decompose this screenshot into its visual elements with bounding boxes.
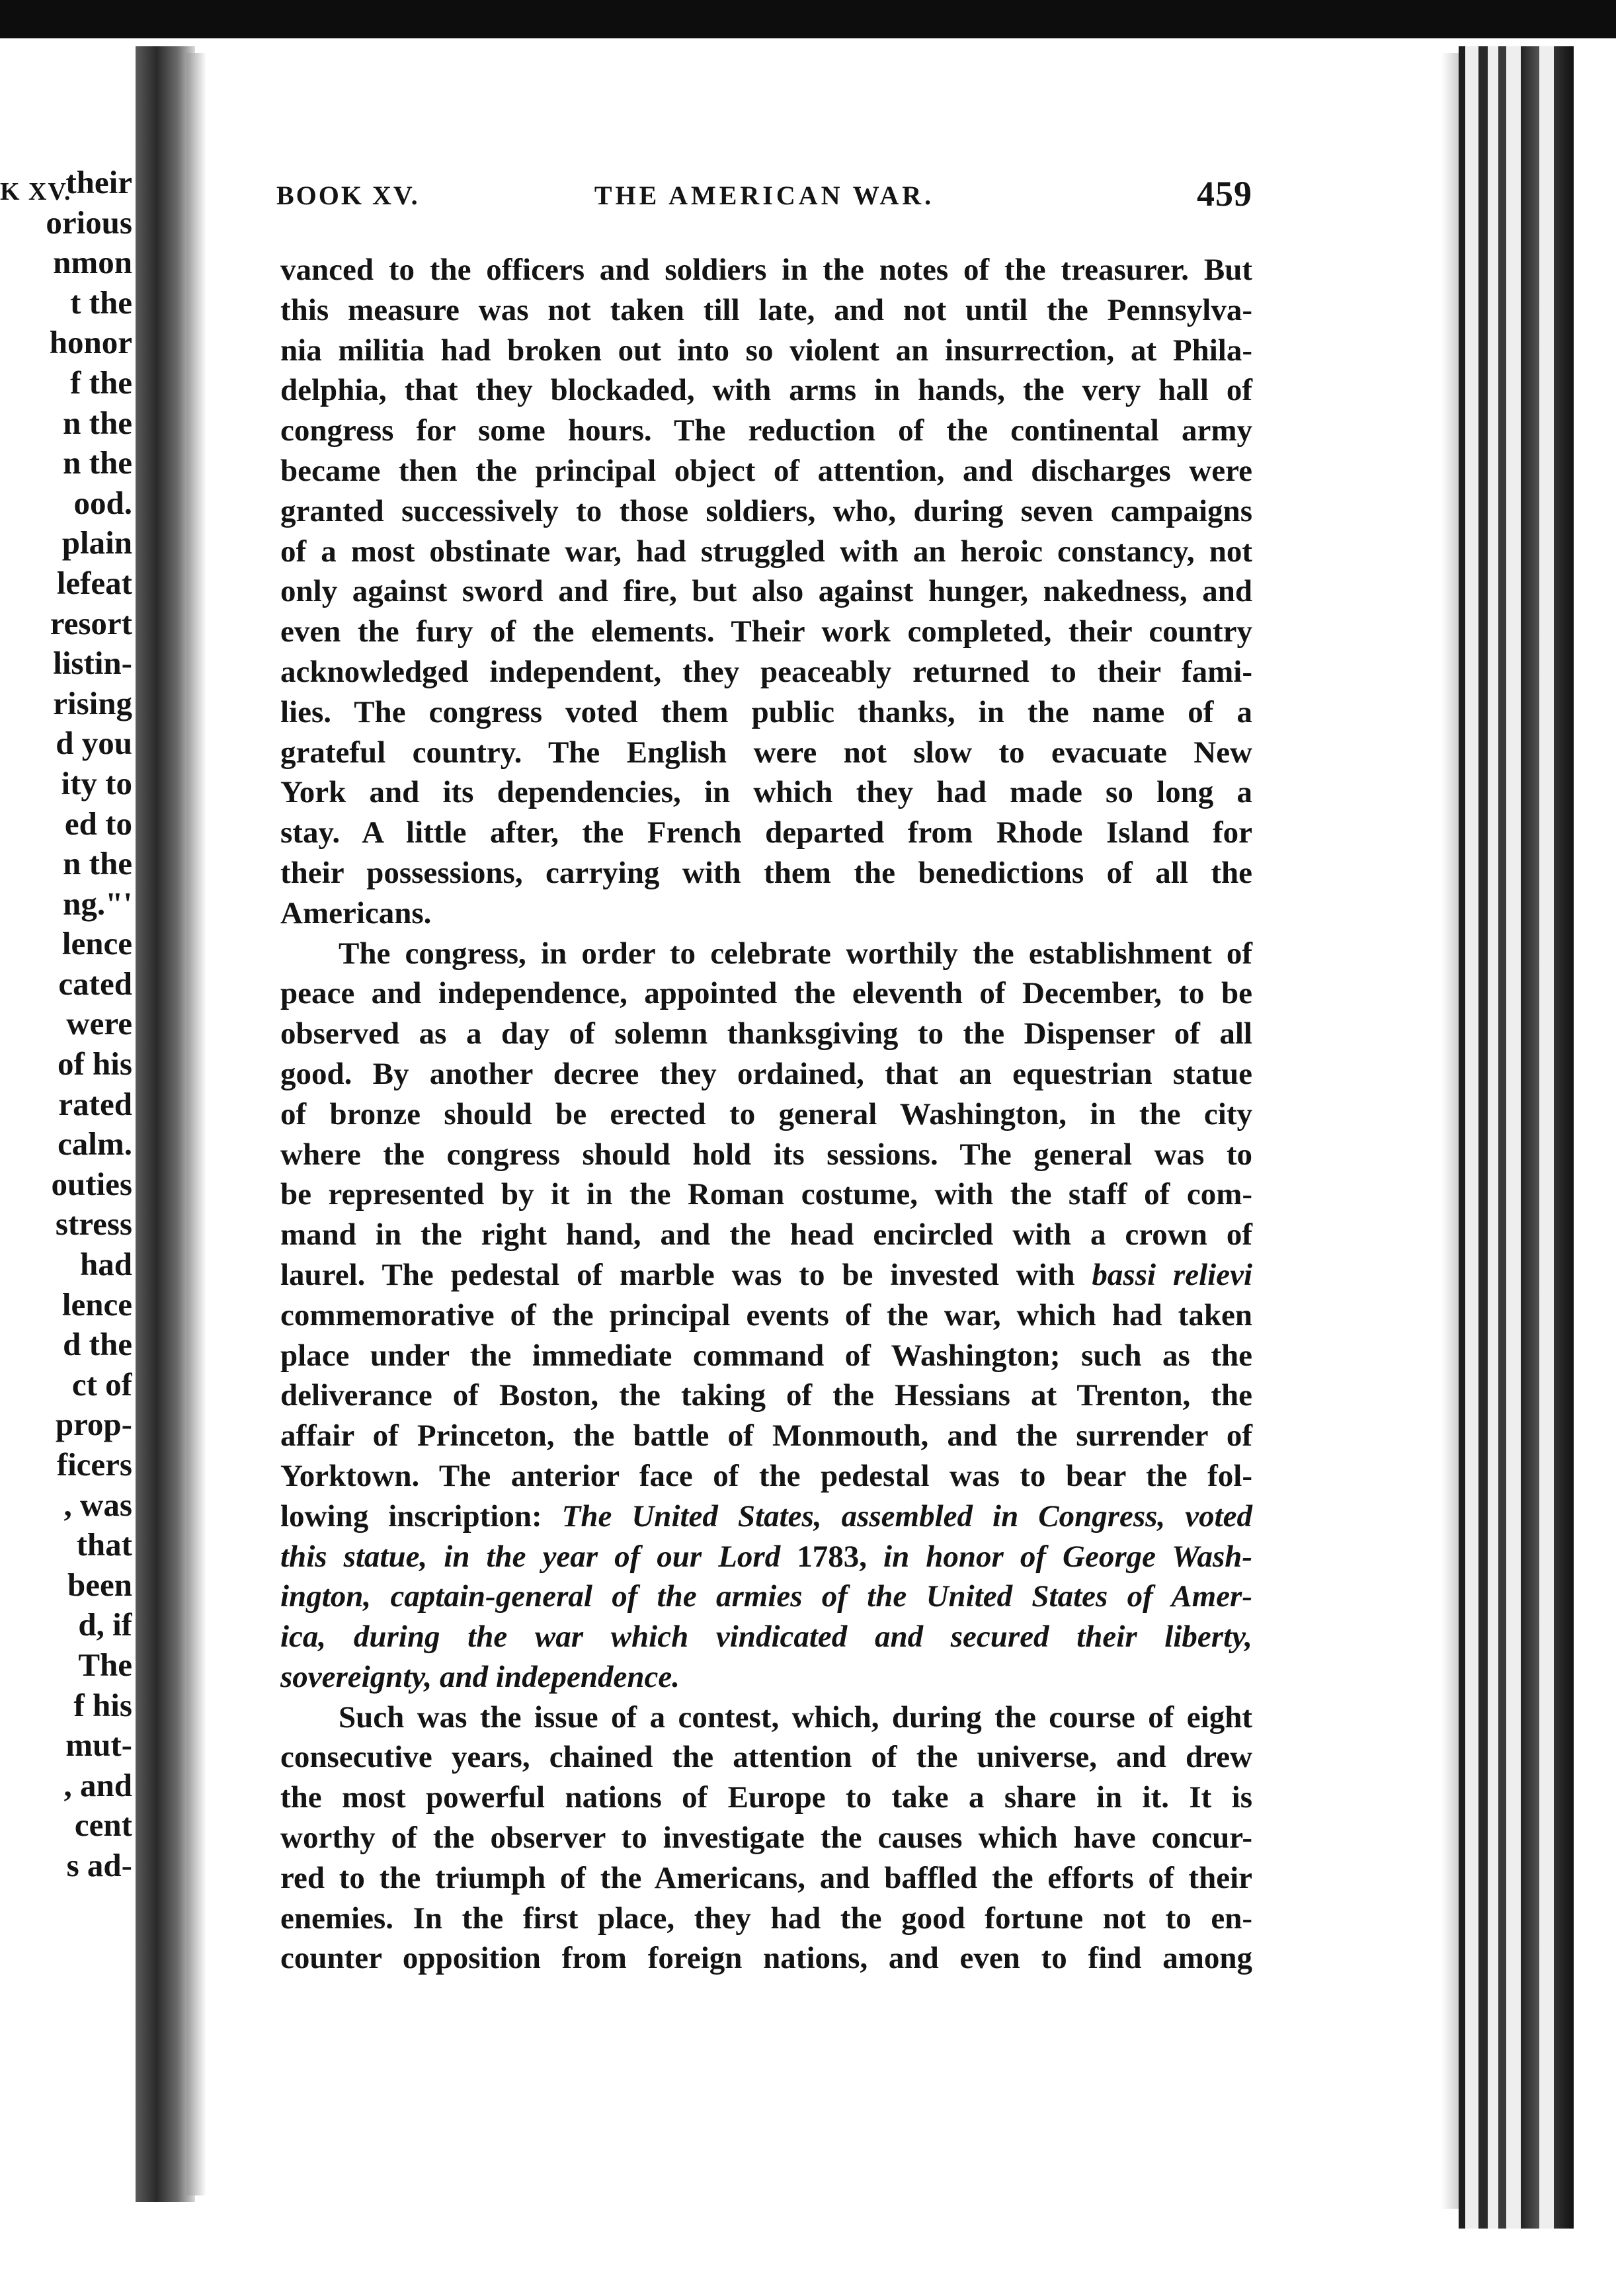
facing-page-fragment: cated [58, 965, 132, 1002]
facing-page-fragment: ood. [73, 484, 132, 521]
facing-page-fragment: orious [46, 204, 132, 241]
facing-page-fragment: calm. [58, 1126, 132, 1163]
text-line: congress for some hours. The reduction of the continental army [280, 413, 1252, 448]
facing-page-fragment: of his [57, 1046, 132, 1083]
italic-segment: The United States, assembled in Congress, voted [561, 1498, 1253, 1534]
facing-page-fragment: f his [73, 1686, 132, 1723]
text-segment: 1783, [797, 1539, 868, 1574]
body-text [280, 250, 1252, 1979]
text-line [280, 1537, 1252, 1577]
facing-page-fragment: The [78, 1646, 132, 1683]
text-line: consecutive years, chained the attention of the universe, and drew [280, 1740, 1252, 1775]
facing-page-fragment: outies [51, 1165, 132, 1202]
facing-page-fragment: d, if [78, 1606, 132, 1643]
facing-page-fragment: that [76, 1526, 132, 1563]
facing-page-fragment: n the [63, 404, 132, 441]
text-line: red to the triumph of the Americans, and baffled the efforts of their [280, 1860, 1252, 1895]
text-line: the most powerful nations of Europe to take a share in it. It is [280, 1780, 1252, 1815]
text-line: their possessions, carrying with them the benedictions of all the [280, 855, 1252, 890]
page-edge-gap [1539, 46, 1554, 2229]
italic-segment: ica, [280, 1620, 327, 1655]
facing-page-fragment: d you [56, 725, 132, 762]
text-segment: lowing inscription: [280, 1498, 542, 1534]
text-line: vanced to the officers and soldiers in the notes of the treasurer. But [280, 253, 1252, 287]
text-line: Yorktown. The anterior face of the pedestal was to bear the fol- [280, 1458, 1252, 1493]
italic-segment: during the war which vindicated and secured their liberty, [353, 1620, 1252, 1655]
text-line: grateful country. The English were not slow to evacuate New [280, 735, 1252, 770]
facing-page-header: K XV. [0, 178, 72, 206]
text-line: be represented by it in the Roman costume, with the staff of com- [280, 1177, 1252, 1212]
text-line: York and its dependencies, in which they had made so long a [280, 775, 1252, 810]
facing-page-fragment: lence [61, 925, 132, 962]
italic-segment: ington, [280, 1579, 372, 1614]
text-line [280, 1496, 1252, 1537]
text-line [280, 1617, 1252, 1657]
facing-page-fragment: d the [63, 1326, 132, 1363]
text-line: of bronze should be erected to general Washington, in the city [280, 1096, 1252, 1131]
facing-page-fragment: their [65, 164, 132, 200]
text-line: affair of Princeton, the battle of Monmouth, and the surrender of [280, 1418, 1252, 1454]
facing-page-fragment: t the [70, 284, 132, 321]
facing-page-fragment: n the [63, 444, 132, 481]
facing-page-fragment: stress [55, 1206, 132, 1243]
paragraph-start: The congress, in order to celebrate worthily the establishment of [339, 936, 1252, 971]
text-line: only against sword and fire, but also against hunger, nakedness, and [280, 574, 1252, 609]
facing-page-fragment: , and [63, 1766, 132, 1803]
italic-segment: in honor of George Wash- [883, 1539, 1253, 1574]
facing-page-fragment: been [67, 1566, 132, 1603]
text-line: granted successively to those soldiers, who, during seven campaigns [280, 493, 1252, 528]
text-line: mand in the right hand, and the head encircled with a crown of [280, 1217, 1252, 1252]
chapter-title: THE AMERICAN WAR. [594, 181, 935, 210]
facing-page-fragment: cent [74, 1807, 132, 1844]
facing-page-fragment: were [66, 1005, 132, 1042]
facing-page-fragment: had [79, 1246, 132, 1283]
page-edge-gap [1465, 46, 1478, 2229]
italic-segment: captain-general of the armies of the United States of Amer- [390, 1579, 1252, 1614]
page-edge [1554, 46, 1574, 2229]
text-line: enemies. In the first place, they had the good fortune not to en- [280, 1901, 1252, 1936]
text-line [280, 1657, 1252, 1698]
italic-segment: sovereignty, and independence. [280, 1659, 680, 1694]
page-edge [1498, 46, 1506, 2229]
italic-segment: bassi relievi [1092, 1257, 1253, 1292]
page-edge-gap [1488, 46, 1498, 2229]
facing-page-text [0, 163, 132, 1886]
facing-page-fragment: listin- [53, 645, 132, 682]
facing-page-fragment: plain [61, 524, 132, 561]
facing-page-fragment: mut- [65, 1727, 132, 1764]
text-line: peace and independence, appointed the eleventh of December, to be [280, 976, 1252, 1011]
text-line: of a most obstinate war, had struggled with an heroic constancy, not [280, 534, 1252, 569]
page-edge [1459, 46, 1465, 2229]
text-line: acknowledged independent, they peaceably returned to their fami- [280, 654, 1252, 689]
text-line: commemorative of the principal events of the war, which had taken [280, 1297, 1252, 1332]
spine-shadow [186, 53, 206, 2195]
facing-page-fragment: ficers [56, 1446, 132, 1483]
italic-segment: this statue, [280, 1539, 428, 1574]
page-edge [1521, 46, 1539, 2229]
facing-page-fragment: f the [70, 364, 132, 401]
facing-page-fragment: honor [49, 324, 132, 361]
text-line: counter opposition from foreign nations, and even to find among [280, 1941, 1252, 1976]
scan-border-top [0, 0, 1616, 38]
facing-page-fragment: prop- [55, 1406, 132, 1443]
page-edge-gap [1506, 46, 1521, 2229]
text-line: even the fury of the elements. Their work completed, their country [280, 614, 1252, 649]
facing-page-fragment: nmon [53, 244, 132, 281]
text-line: where the congress should hold its sessions. The general was to [280, 1137, 1252, 1172]
facing-page-fragment: ct of [71, 1366, 132, 1403]
text-line: worthy of the observer to investigate the causes which have concur- [280, 1821, 1252, 1856]
facing-page-fragment: ng."' [63, 885, 132, 922]
page-edge [1478, 46, 1488, 2229]
facing-page-fragment: lence [61, 1286, 132, 1323]
text-line: place under the immediate command of Washington; such as the [280, 1338, 1252, 1373]
facing-page-fragment: ity to [61, 764, 132, 801]
facing-page-fragment: rising [53, 684, 132, 721]
facing-page-fragment: s ad- [66, 1846, 132, 1883]
text-line: good. By another decree they ordained, that an equestrian statue [280, 1056, 1252, 1091]
text-line: Americans. [280, 895, 432, 930]
text-line: stay. A little after, the French departed from Rhode Island for [280, 815, 1252, 850]
facing-page-fragment: lefeat [56, 564, 132, 601]
facing-page-fragment: n the [63, 845, 132, 882]
book-label: BOOK XV. [276, 181, 420, 210]
text-line: this measure was not taken till late, and not until the Pennsylva- [280, 292, 1252, 327]
page-number: 459 [1197, 174, 1252, 214]
text-line: became then the principal object of attention, and discharges were [280, 453, 1252, 488]
facing-page-fragment: ed to [64, 805, 132, 842]
text-segment: laurel. The pedestal of marble was to be invested with [280, 1257, 1075, 1292]
paragraph-start: Such was the issue of a contest, which, during the course of eight [339, 1700, 1252, 1735]
text-line [280, 1577, 1252, 1617]
facing-page-fragment: resort [50, 604, 132, 641]
text-line: delphia, that they blockaded, with arms in hands, the very hall of [280, 373, 1252, 408]
running-head [276, 173, 1252, 213]
text-line: observed as a day of solemn thanksgiving to the Dispenser of all [280, 1016, 1252, 1051]
facing-page-fragment: rated [58, 1085, 132, 1122]
page-edge-shadow [1441, 53, 1459, 2209]
text-line: nia militia had broken out into so violent an insurrection, at Phila- [280, 333, 1252, 368]
text-line: lies. The congress voted them public thanks, in the name of a [280, 694, 1252, 729]
italic-segment: in the year of our Lord [444, 1539, 781, 1574]
text-line [280, 1255, 1252, 1295]
facing-page-fragment: , was [63, 1486, 132, 1523]
text-line: deliverance of Boston, the taking of the Hessians at Trenton, the [280, 1378, 1252, 1413]
